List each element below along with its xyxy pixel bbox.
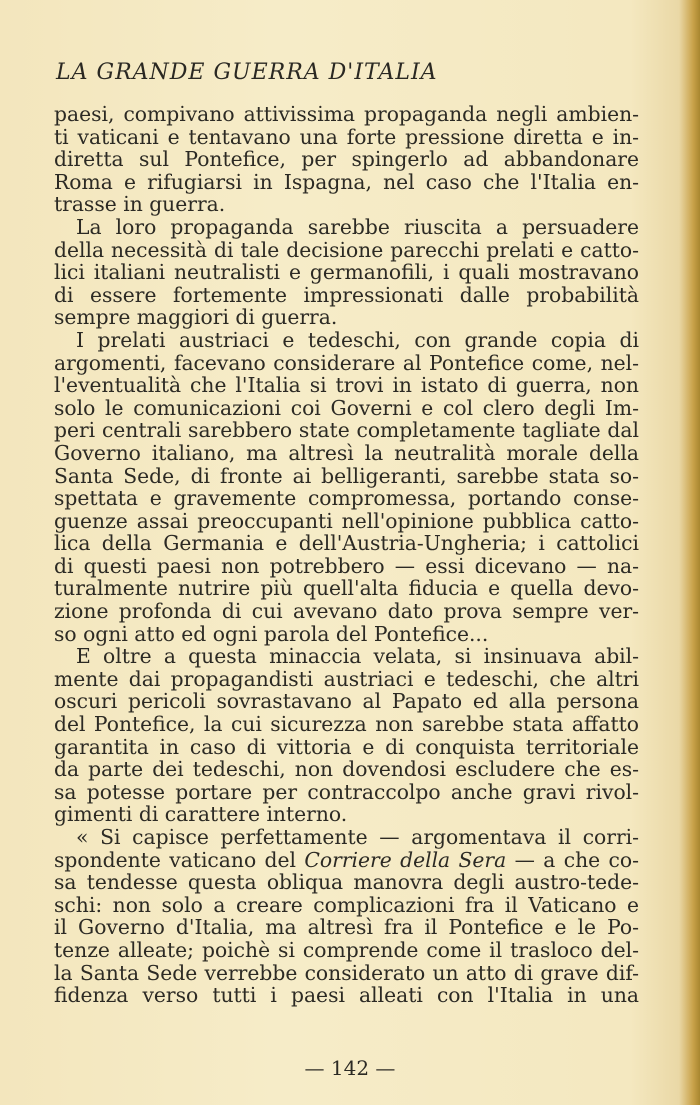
text-line: la Santa Sede verrebbe considerato un atto di grave dif- (54, 960, 639, 985)
text-line: l'eventualità che l'Italia si trovi in istato di guerra, non (54, 373, 639, 398)
text-line: Roma e rifugiarsi in Ispagna, nel caso che l'Italia en- (54, 169, 639, 194)
text-line: Santa Sede, di fronte ai belligeranti, sarebbe stata so- (54, 463, 639, 488)
text-line: fidenza verso tutti i paesi alleati con l'Italia in una (54, 983, 639, 1008)
text-line: guenze assai preoccupanti nell'opinione pubblica catto- (54, 508, 639, 533)
text-line: ti vaticani e tentavano una forte pressione diretta e in- (54, 124, 639, 149)
text-line: paesi, compivano attivissima propaganda negli ambien- (54, 102, 639, 126)
text-line: turalmente nutrire più quell'alta fiducia e quella devo- (54, 576, 639, 601)
text-line: il Governo d'Italia, ma altresì fra il Pontefice e le Po- (54, 915, 639, 940)
text-line: diretta sul Pontefice, per spingerlo ad abbandonare (54, 147, 639, 172)
text-line: di questi paesi non potrebbero — essi dicevano — na- (54, 553, 639, 578)
running-head: LA GRANDE GUERRA D'ITALIA (56, 60, 438, 85)
text-line: E oltre a questa minaccia velata, si insinuava abil- (76, 644, 639, 669)
text-line: zione profonda di cui avevano dato prova sempre ver- (54, 599, 639, 624)
text-line: da parte dei tedeschi, non dovendosi escludere che es- (54, 757, 639, 782)
text-line: oscuri pericoli sovrastavano al Papato ed alla persona (54, 689, 639, 714)
text-line: mente dai propagandisti austriaci e tedeschi, che altri (54, 666, 639, 691)
text-line: spettata e gravemente compromessa, portando conse- (54, 486, 639, 511)
text-line: sa potesse portare per contraccolpo anche gravi rivol- (54, 779, 639, 804)
text-line: trasse in guerra. (54, 192, 226, 217)
text-line: argomenti, facevano considerare al Pontefice come, nel- (54, 350, 639, 375)
text-line: lica della Germania e dell'Austria-Ungheria; i cattolici (54, 531, 639, 556)
text-line: so ogni atto ed ogni parola del Pontefice... (54, 621, 489, 646)
text-line: spondente vaticano del Corriere della Sera — a che co- (54, 847, 639, 872)
text-line: lici italiani neutralisti e germanofili, i quali mostravano (54, 260, 639, 285)
text-line: tenze alleate; poichè si comprende come il trasloco del- (54, 937, 639, 962)
text-line: La loro propaganda sarebbe riuscita a persuadere (76, 214, 639, 239)
text-line: del Pontefice, la cui sicurezza non sarebbe stata affatto (54, 712, 639, 737)
text-line: sempre maggiori di guerra. (54, 305, 338, 330)
text-line: di essere fortemente impressionati dalle probabilità (54, 282, 639, 307)
body-text (54, 103, 639, 1007)
text-line: della necessità di tale decisione parecchi prelati e catto- (54, 237, 639, 262)
text-line: Governo italiano, ma altresì la neutralità morale della (54, 440, 639, 465)
text-line: peri centrali sarebbero state completamente tagliate dal (54, 418, 639, 443)
text-line: gimenti di carattere interno. (54, 802, 348, 827)
page-number: — 142 — (304, 1056, 396, 1080)
text-line: sa tendesse questa obliqua manovra degli austro-tede- (54, 870, 639, 895)
text-line: « Si capisce perfettamente — argomentava il corri- (76, 825, 639, 849)
text-line: solo le comunicazioni coi Governi e col clero degli Im- (54, 395, 639, 420)
text-line: garantita in caso di vittoria e di conquista territoriale (54, 734, 639, 759)
text-line: schi: non solo a creare complicazioni fra il Vaticano e (54, 892, 639, 917)
text-line: I prelati austriaci e tedeschi, con grande copia di (76, 327, 639, 352)
